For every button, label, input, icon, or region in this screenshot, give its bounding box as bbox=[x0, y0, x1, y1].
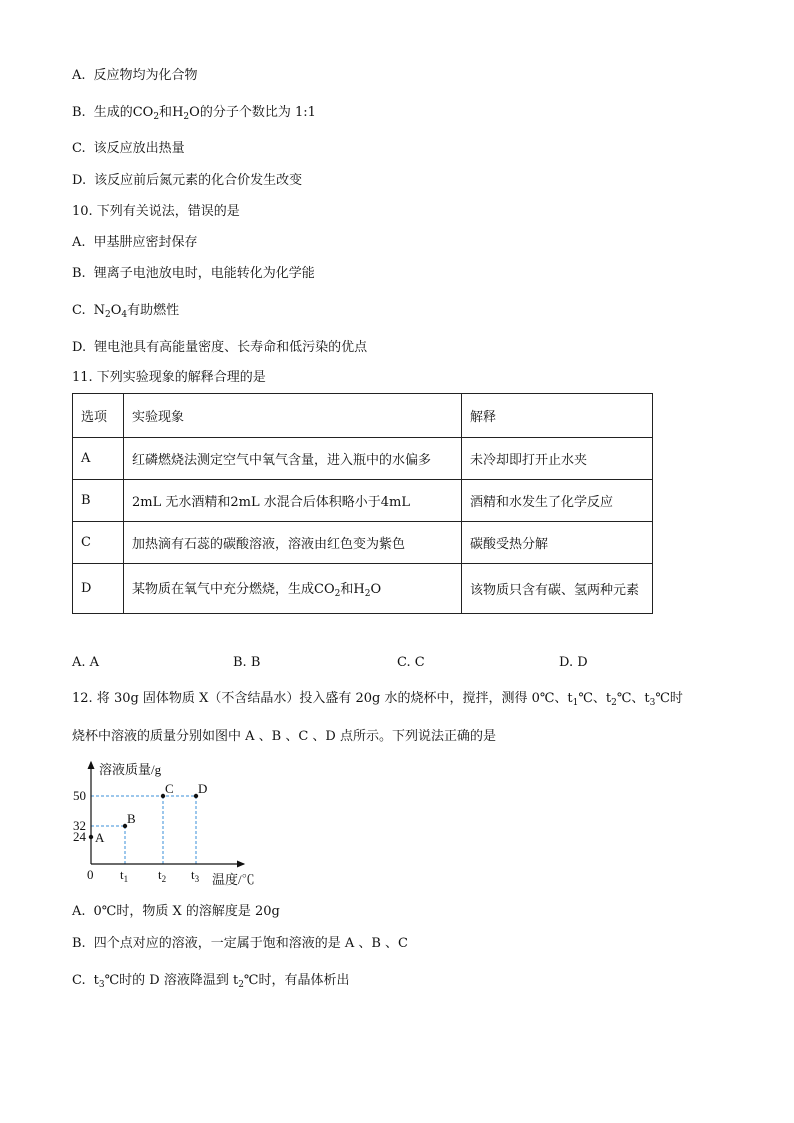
q9-option-b: B. 生成的$CO_2$和$H_2O$的分子个数比为 1:1 bbox=[72, 105, 316, 122]
row-phenomenon: 红磷燃烧法测定空气中氧气含量，进入瓶中的水偏多 bbox=[124, 438, 462, 480]
x-tick-label: $t_1$ bbox=[120, 867, 129, 884]
row-option: B bbox=[73, 480, 124, 522]
q10-option-a: A. 甲基肼应密封保存 bbox=[72, 235, 198, 250]
point-label-c: C bbox=[165, 781, 174, 796]
q9-option-c: C. 该反应放出热量 bbox=[72, 141, 185, 156]
q12-option-b: B. 四个点对应的溶液，一定属于饱和溶液的是 A 、B 、C bbox=[72, 936, 408, 951]
q9-option-a: A. 反应物均为化合物 bbox=[72, 68, 198, 83]
x-axis-label: 温度/℃ bbox=[212, 872, 255, 887]
row-explanation: 碳酸受热分解 bbox=[462, 522, 653, 564]
q12-stem-line2: 烧杯中溶液的质量分别如图中 A 、B 、C 、D 点所示。下列说法正确的是 bbox=[72, 729, 496, 744]
row-option: D bbox=[73, 564, 124, 614]
row-phenomenon: 某物质在氧气中充分燃烧，生成$CO_2$和$H_2O$ bbox=[124, 564, 462, 614]
point-label-d: D bbox=[198, 781, 208, 796]
q12-option-c: C. $t_3℃$时的 D 溶液降温到 $t_2℃$时，有晶体析出 bbox=[72, 973, 350, 990]
q12-option-a: A. 0℃时，物质 X 的溶解度是 20g bbox=[72, 904, 280, 919]
q11-answer-d: D. D bbox=[559, 655, 588, 670]
row-phenomenon: 2mL 无水酒精和2mL 水混合后体积略小于4mL bbox=[124, 480, 462, 522]
q11-answer-b: B. B bbox=[233, 655, 261, 670]
row-explanation: 该物质只含有碳、氢两种元素 bbox=[462, 564, 653, 614]
q9-option-d: D. 该反应前后氮元素的化合价发生改变 bbox=[72, 173, 303, 188]
point-label-b: B bbox=[127, 811, 136, 826]
y-axis-label: 溶液质量/g bbox=[99, 762, 162, 777]
data-point-a bbox=[89, 835, 93, 839]
y-tick-label: 24 bbox=[73, 829, 86, 844]
origin-label: 0 bbox=[87, 867, 94, 882]
point-label-a: A bbox=[95, 830, 105, 845]
q10-option-c: C. $N_2O_4$有助燃性 bbox=[72, 303, 180, 320]
row-phenomenon: 加热滴有石蕊的碳酸溶液，溶液由红色变为紫色 bbox=[124, 522, 462, 564]
q11-stem: 11. 下列实验现象的解释合理的是 bbox=[72, 370, 266, 385]
solution-mass-chart bbox=[72, 758, 262, 890]
y-tick-label: 50 bbox=[73, 788, 86, 803]
q10-stem: 10. 下列有关说法，错误的是 bbox=[72, 204, 240, 219]
header-option: 选项 bbox=[73, 394, 124, 438]
q12-stem-line1: 12. 将 30g 固体物质 X（不含结晶水）投入盛有 20g 水的烧杯中，搅拌，测得 0℃、$t_1℃$、$t_2℃$、$t_3℃$时 bbox=[72, 691, 683, 708]
q11-answer-a: A. A bbox=[72, 655, 100, 670]
table-row bbox=[73, 522, 653, 564]
chart-guides bbox=[91, 796, 196, 864]
table-row bbox=[73, 438, 653, 480]
header-phenomenon: 实验现象 bbox=[124, 394, 462, 438]
table-row bbox=[73, 564, 653, 614]
q11-table bbox=[72, 393, 653, 614]
table-header-row bbox=[73, 394, 653, 438]
q10-option-b: B. 锂离子电池放电时，电能转化为化学能 bbox=[72, 266, 315, 281]
q10-option-d: D. 锂电池具有高能量密度、长寿命和低污染的优点 bbox=[72, 340, 368, 355]
row-option: A bbox=[73, 438, 124, 480]
row-option: C bbox=[73, 522, 124, 564]
header-explanation: 解释 bbox=[462, 394, 653, 438]
row-explanation: 未冷却即打开止水夹 bbox=[462, 438, 653, 480]
x-tick-label: $t_2$ bbox=[158, 867, 167, 884]
table-row bbox=[73, 480, 653, 522]
row-explanation: 酒精和水发生了化学反应 bbox=[462, 480, 653, 522]
y-tick-label: 32 bbox=[73, 818, 86, 833]
x-tick-label: $t_3$ bbox=[191, 867, 200, 884]
q11-answer-c: C. C bbox=[397, 655, 425, 670]
